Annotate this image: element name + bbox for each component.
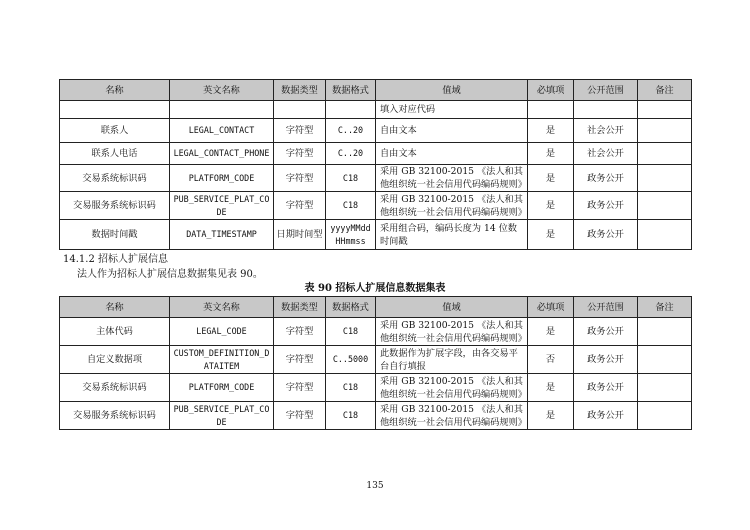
- cell-disclosure-scope: 政务公开: [574, 165, 638, 192]
- cell-remarks: [638, 165, 692, 192]
- header-required: 必填项: [528, 80, 574, 101]
- cell-name: 联系人电话: [60, 143, 170, 165]
- cell-name: 交易服务系统标识码: [60, 192, 170, 220]
- cell-data-type: 字符型: [274, 402, 326, 430]
- cell-data-type: 字符型: [274, 192, 326, 220]
- cell-disclosure-scope: 政务公开: [574, 220, 638, 250]
- cell-value-domain: 采用 GB 32100-2015 《法人和其他组织统一社会信用代码编码规则》: [376, 318, 528, 346]
- header-data-format: 数据格式: [326, 80, 376, 101]
- header-disclosure-scope: 公开范围: [574, 297, 638, 318]
- cell-name: 交易服务系统标识码: [60, 402, 170, 430]
- table-row: [60, 143, 692, 165]
- cell-remarks: [638, 374, 692, 402]
- table-row: [60, 402, 692, 430]
- cell-name: 交易系统标识码: [60, 165, 170, 192]
- table-row: [60, 374, 692, 402]
- table-row: [60, 192, 692, 220]
- cell-value-domain: 自由文本: [376, 143, 528, 165]
- cell-value-domain: 采用 GB 32100-2015 《法人和其他组织统一社会信用代码编码规则》: [376, 402, 528, 430]
- data-table-1: [59, 79, 692, 250]
- cell-name: 主体代码: [60, 318, 170, 346]
- header-name: 名称: [60, 80, 170, 101]
- table-row: [60, 318, 692, 346]
- cell-disclosure-scope: 政务公开: [574, 346, 638, 374]
- cell-required: 是: [528, 143, 574, 165]
- header-value-domain: 值域: [376, 297, 528, 318]
- cell-remarks: [638, 346, 692, 374]
- cell-value-domain: 自由文本: [376, 119, 528, 143]
- cell-disclosure-scope: 政务公开: [574, 318, 638, 346]
- table-row: [60, 119, 692, 143]
- cell-value-domain: 此数据作为扩展字段，由各交易平台自行填报: [376, 346, 528, 374]
- cell-data-format: [326, 101, 376, 119]
- cell-disclosure-scope: 政务公开: [574, 374, 638, 402]
- header-row: [60, 297, 692, 318]
- table-row: [60, 346, 692, 374]
- cell-name: 交易系统标识码: [60, 374, 170, 402]
- cell-data-format: C18: [326, 165, 376, 192]
- cell-data-type: [274, 101, 326, 119]
- header-data-format: 数据格式: [326, 297, 376, 318]
- table-row: [60, 101, 692, 119]
- cell-required: 是: [528, 119, 574, 143]
- data-table-2: [59, 296, 692, 430]
- cell-data-type: 字符型: [274, 165, 326, 192]
- cell-remarks: [638, 101, 692, 119]
- cell-required: [528, 101, 574, 119]
- table-caption: 表 90 招标人扩展信息数据集表: [304, 283, 446, 294]
- cell-data-format: C18: [326, 402, 376, 430]
- section-heading: 14.1.2 招标人扩展信息: [63, 254, 168, 265]
- table-row: [60, 165, 692, 192]
- cell-required: 是: [528, 402, 574, 430]
- cell-remarks: [638, 192, 692, 220]
- cell-english-name: PUB_SERVICE_PLAT_CODE: [170, 402, 274, 430]
- cell-disclosure-scope: 政务公开: [574, 192, 638, 220]
- cell-data-format: C..20: [326, 143, 376, 165]
- cell-required: 是: [528, 374, 574, 402]
- cell-required: 是: [528, 318, 574, 346]
- header-required: 必填项: [528, 297, 574, 318]
- cell-disclosure-scope: 社会公开: [574, 119, 638, 143]
- cell-name: 数据时间戳: [60, 220, 170, 250]
- cell-required: 是: [528, 220, 574, 250]
- cell-data-type: 字符型: [274, 346, 326, 374]
- cell-disclosure-scope: 政务公开: [574, 402, 638, 430]
- cell-english-name: PLATFORM_CODE: [170, 165, 274, 192]
- cell-required: 是: [528, 165, 574, 192]
- cell-data-format: C18: [326, 192, 376, 220]
- cell-data-format: C18: [326, 374, 376, 402]
- cell-value-domain: 采用 GB 32100-2015 《法人和其他组织统一社会信用代码编码规则》: [376, 374, 528, 402]
- page-number: 135: [366, 481, 384, 491]
- cell-disclosure-scope: [574, 101, 638, 119]
- header-data-type: 数据类型: [274, 297, 326, 318]
- cell-remarks: [638, 318, 692, 346]
- cell-data-type: 字符型: [274, 143, 326, 165]
- cell-value-domain: 采用组合码，编码长度为 14 位数时间戳: [376, 220, 528, 250]
- cell-english-name: LEGAL_CODE: [170, 318, 274, 346]
- cell-remarks: [638, 143, 692, 165]
- cell-english-name: LEGAL_CONTACT: [170, 119, 274, 143]
- cell-name: [60, 101, 170, 119]
- cell-english-name: DATA_TIMESTAMP: [170, 220, 274, 250]
- header-value-domain: 值域: [376, 80, 528, 101]
- cell-english-name: PLATFORM_CODE: [170, 374, 274, 402]
- table-row: [60, 220, 692, 250]
- header-english-name: 英文名称: [170, 297, 274, 318]
- cell-disclosure-scope: 社会公开: [574, 143, 638, 165]
- cell-english-name: PUB_SERVICE_PLAT_CODE: [170, 192, 274, 220]
- cell-remarks: [638, 220, 692, 250]
- header-disclosure-scope: 公开范围: [574, 80, 638, 101]
- cell-required: 否: [528, 346, 574, 374]
- cell-name: 联系人: [60, 119, 170, 143]
- cell-data-format: C18: [326, 318, 376, 346]
- cell-data-type: 字符型: [274, 318, 326, 346]
- cell-value-domain: 采用 GB 32100-2015 《法人和其他组织统一社会信用代码编码规则》: [376, 192, 528, 220]
- cell-data-format: C..5000: [326, 346, 376, 374]
- cell-value-domain: 采用 GB 32100-2015 《法人和其他组织统一社会信用代码编码规则》: [376, 165, 528, 192]
- cell-remarks: [638, 119, 692, 143]
- cell-english-name: [170, 101, 274, 119]
- cell-name: 自定义数据项: [60, 346, 170, 374]
- cell-english-name: LEGAL_CONTACT_PHONE: [170, 143, 274, 165]
- header-data-type: 数据类型: [274, 80, 326, 101]
- header-remarks: 备注: [638, 297, 692, 318]
- cell-data-format: C..20: [326, 119, 376, 143]
- header-english-name: 英文名称: [170, 80, 274, 101]
- cell-data-type: 字符型: [274, 374, 326, 402]
- cell-data-format: yyyyMMddHHmmss: [326, 220, 376, 250]
- cell-data-type: 字符型: [274, 119, 326, 143]
- cell-data-type: 日期时间型: [274, 220, 326, 250]
- cell-remarks: [638, 402, 692, 430]
- cell-english-name: CUSTOM_DEFINITION_DATAITEM: [170, 346, 274, 374]
- header-row: [60, 80, 692, 101]
- cell-value-domain: 填入对应代码: [376, 101, 528, 119]
- cell-required: 是: [528, 192, 574, 220]
- header-name: 名称: [60, 297, 170, 318]
- body-text: 法人作为招标人扩展信息数据集见表 90。: [77, 269, 263, 280]
- header-remarks: 备注: [638, 80, 692, 101]
